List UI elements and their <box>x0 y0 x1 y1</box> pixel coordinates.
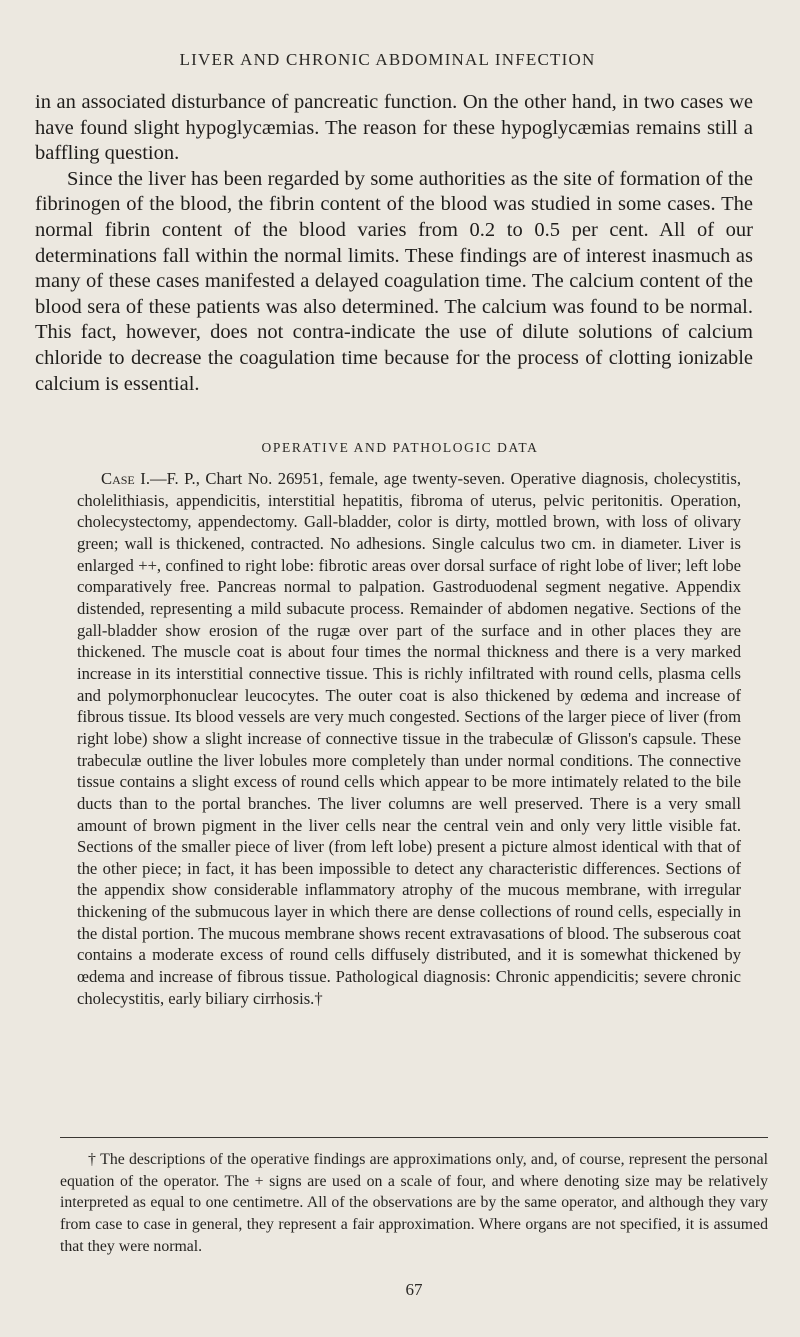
case-label: Case I. <box>101 469 150 488</box>
body-paragraph: Since the liver has been regarded by some authorities as the site of formation of the fibrinogen of the blood, the fibrin content of the blood was studied in some cases. The normal fibrin content of the blood varies from 0.2 to 0.5 per cent. All of our determinations fall within the normal limits. These findings are of interest inasmuch as many of these cases manifested a delayed coagulation time. The calcium content of the blood sera of these patients was also determined. The calcium was found to be normal. This fact, however, does not contra-indicate the use of dilute solutions of calcium chloride to decrease the coagulation time because for the process of clotting ionizable calcium is essential. <box>35 167 753 395</box>
footnote-divider <box>60 1137 768 1138</box>
case-report <box>77 468 741 1009</box>
case-body: —F. P., Chart No. 26951, female, age twenty-seven. Operative diagnosis, cholecystitis, cholelithiasis, appendicitis, interstitial hepatitis, fibroma of uterus, pelvic peritonitis. Operation, cholecystectomy, appendectomy. Gall-bladder, color is dirty, mottled brown, with loss of olivary green; wall is thickened, contracted. No adhesions. Single calculus two cm. in diameter. Liver is enlarged ++, confined to right lobe: fibrotic areas over dorsal surface of right lobe of liver; left lobe comparatively free. Pancreas normal to palpation. Gastroduodenal segment negative. Appendix distended, representing a mild subacute process. Remainder of abdomen negative. Sections of the gall-bladder show erosion of the rugæ over part of the surface and in other places they are thickened. The muscle coat is about four times the normal thickness and there is a very marked increase in its interstitial connective tissue. This is richly infiltrated with round cells, plasma cells and polymorphonuclear leucocytes. The outer coat is also thickened by œdema and increase of fibrous tissue. Its blood vessels are very much congested. Sections of the larger piece of liver (from right lobe) show a slight increase of connective tissue in the trabeculæ of Glisson's capsule. These trabeculæ outline the liver lobules more completely than under normal conditions. The connective tissue contains a slight excess of round cells which appear to be more intimately related to the bile ducts than to the portal branches. The liver columns are well preserved. There is a very small amount of brown pigment in the liver cells near the central vein and only very little visible fat. Sections of the smaller piece of liver (from left lobe) present a picture almost identical with that of the other piece; in fact, it has been impossible to detect any characteristic differences. Sections of the appendix show considerable inflammatory atrophy of the mucous membrane, with irregular thickening of the submucous layer in which there are dense collections of round cells, especially in the distal portion. The mucous membrane shows recent extravasations of blood. The subserous coat contains a moderate excess of round cells diffusely distributed, and it is somewhat thickened by œdema and increase of fibrous tissue. Pathological diagnosis: Chronic appendicitis; severe chronic cholecystitis, early biliary cirrhosis.† <box>77 469 742 1008</box>
footnote <box>60 1149 768 1258</box>
case-paragraph <box>77 468 741 1009</box>
body-text <box>35 90 753 397</box>
body-paragraph: in an associated disturbance of pancreatic function. On the other hand, in two cases we have found slight hypoglycæmias. The reason for these hypoglycæmias remains still a baffling question. <box>35 91 753 165</box>
section-heading: OPERATIVE AND PATHOLOGIC DATA <box>261 440 539 455</box>
page-number: 67 <box>405 1280 423 1299</box>
running-head: LIVER AND CHRONIC ABDOMINAL INFECTION <box>179 50 596 69</box>
footnote-text: † The descriptions of the operative findings are approximations only, and, of course, represent the personal equation of the operator. The + signs are used on a scale of four, and where denoting size may be relatively interpreted as equal to one centimetre. All of the observations are by the same operator, and although they vary from case to case in general, they represent a fair approximation. Where organs are not specified, it is assumed that they were normal. <box>60 1151 768 1255</box>
